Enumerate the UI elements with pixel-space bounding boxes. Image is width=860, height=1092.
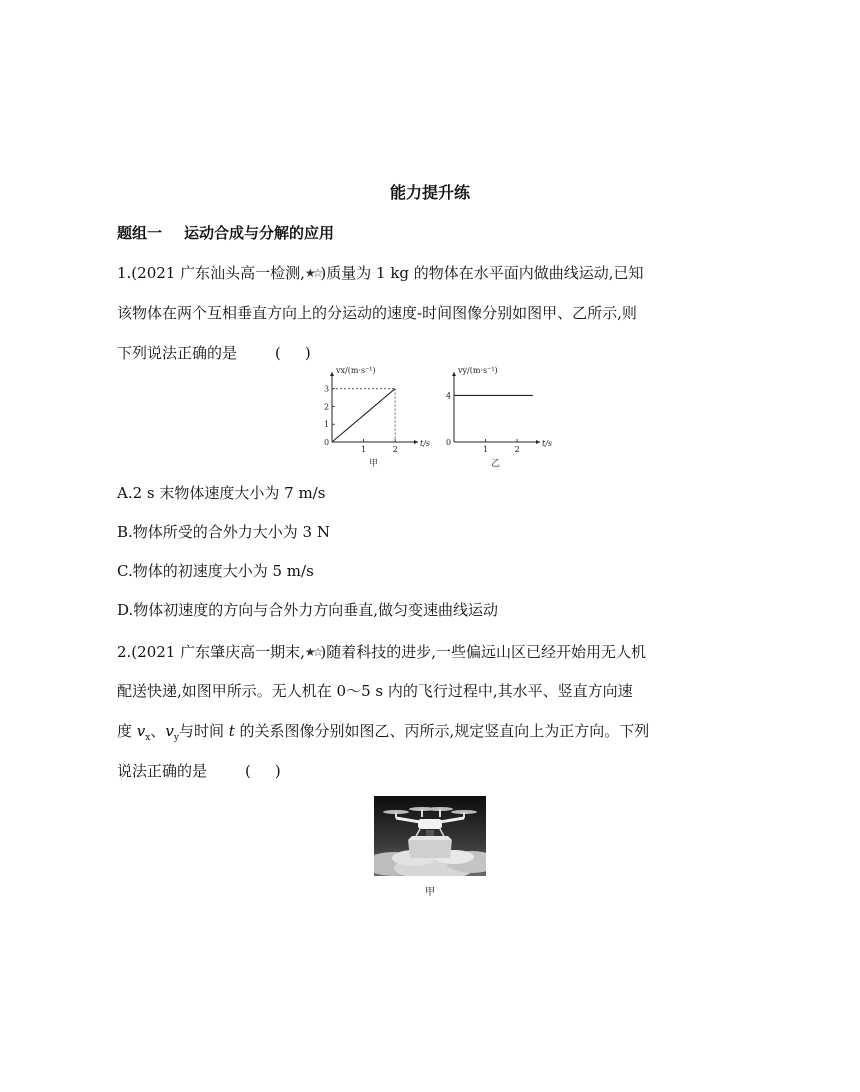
q2-line-2: 配送快递,如图甲所示。无人机在 0～5 s 内的飞行过程中,其水平、竖直方向速 xyxy=(117,682,633,700)
x-tick-label: 2 xyxy=(392,445,398,454)
y-axis-arrow-icon xyxy=(330,372,334,376)
q1-option-c: C.物体的初速度大小为 5 m/s xyxy=(117,562,314,580)
q1-stem-part1: )质量为 1 kg 的物体在水平面内做曲线运动,已知 xyxy=(320,264,644,282)
x-tick-label: 1 xyxy=(361,445,367,454)
difficulty-stars-icon: ★☆ xyxy=(304,266,321,280)
q2-line-1 xyxy=(117,641,646,662)
q1-line-2: 该物体在两个互相垂直方向上的分运动的速度-时间图像分别如图甲、乙所示,则 xyxy=(117,304,637,322)
q2-source: 2.(2021 广东肇庆高一期末, xyxy=(117,643,305,661)
y-axis-arrow-icon xyxy=(452,372,456,376)
group-label: 题组一 xyxy=(117,224,163,242)
answer-blank: ( ) xyxy=(245,762,281,780)
y-tick-label: 4 xyxy=(446,391,452,401)
y-tick-label: 0 xyxy=(324,438,330,447)
x-axis-label: t/s xyxy=(420,439,431,448)
q1-option-b: B.物体所受的合外力大小为 3 N xyxy=(117,523,330,541)
difficulty-stars-icon: ★☆ xyxy=(304,645,321,659)
figure-caption: 甲 xyxy=(425,887,435,898)
y-axis-label: vx/(m·s⁻¹) xyxy=(336,366,376,375)
q1-option-a: A.2 s 末物体速度大小为 7 m/s xyxy=(117,484,326,502)
y-tick-label: 3 xyxy=(324,384,330,394)
q2-stem-part1: )随着科技的进步,一些偏远山区已经开始用无人机 xyxy=(320,643,647,661)
q1-line-1 xyxy=(117,262,644,283)
chart-jia xyxy=(324,366,430,469)
series-line xyxy=(332,389,395,442)
chart-yi xyxy=(446,366,552,469)
y-tick-label: 0 xyxy=(446,438,452,447)
chart-caption: 乙 xyxy=(491,459,501,469)
chart-caption: 甲 xyxy=(369,459,379,469)
q1-option-d: D.物体初速度的方向与合外力方向垂直,做匀变速曲线运动 xyxy=(117,601,499,619)
q1-source: 1.(2021 广东汕头高一检测, xyxy=(117,264,305,282)
group-name: 运动合成与分解的应用 xyxy=(184,224,335,242)
q1-line-3: 下列说法正确的是 ( ) xyxy=(117,344,311,362)
y-axis-label: vy/(m·s⁻¹) xyxy=(458,366,498,375)
x-tick-label: 1 xyxy=(483,445,489,454)
answer-blank: ( ) xyxy=(275,344,311,362)
drone-delivery-photo xyxy=(374,796,486,876)
x-axis-arrow-icon xyxy=(536,440,540,444)
y-tick-label: 1 xyxy=(324,420,330,430)
q2-line-4: 说法正确的是 ( ) xyxy=(117,762,281,780)
x-axis-label: t/s xyxy=(542,439,553,448)
page-title: 能力提升练 xyxy=(389,183,470,202)
x-axis-arrow-icon xyxy=(414,440,418,444)
question-group-heading xyxy=(117,222,334,243)
q2-line-3: 度 $v_x$、$v_y$与时间 t 的关系图像分别如图乙、丙所示,规定竖直向上为正方向。下列 xyxy=(117,722,650,743)
y-tick-label: 2 xyxy=(324,402,330,412)
q1-graphs xyxy=(300,364,560,472)
x-tick-label: 2 xyxy=(514,445,520,454)
